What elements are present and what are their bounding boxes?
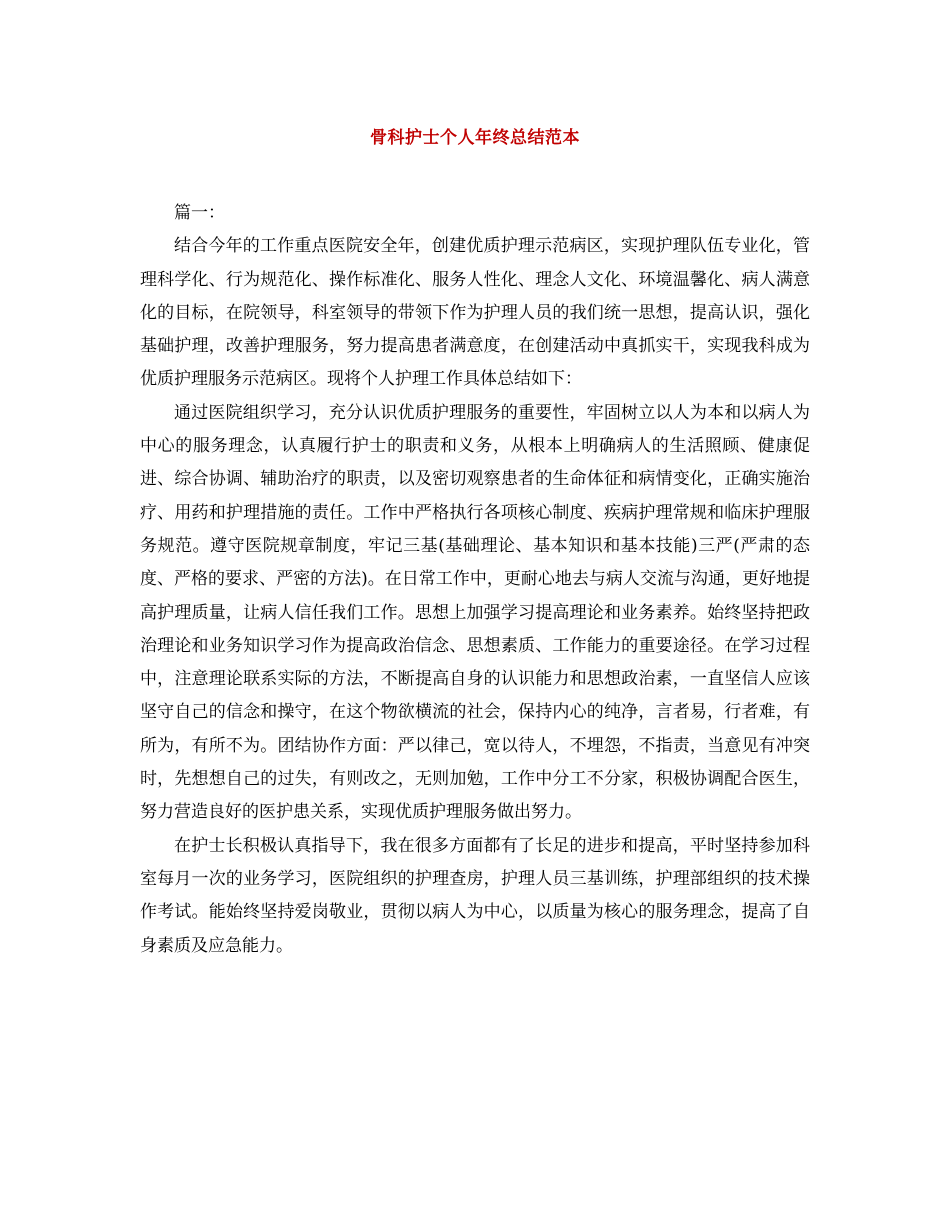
document-body [140,197,810,963]
paragraph-main: 通过医院组织学习，充分认识优质护理服务的重要性，牢固树立以人为本和以病人为中心的服务理念，认真履行护士的职责和义务，从根本上明确病人的生活照顾、健康促进、综合协调、辅助治疗的职责，以及密切观察患者的生命体征和病情变化，正确实施治疗、用药和护理措施的责任。工作中严格执行各项核心制度、疾病护理常规和临床护理服务规范。遵守医院规章制度，牢记三基(基础理论、基本知识和基本技能)三严(严肃的态度、严格的要求、严密的方法)。在日常工作中，更耐心地去与病人交流与沟通，更好地提高护理质量，让病人信任我们工作。思想上加强学习提高理论和业务素养。始终坚持把政治理论和业务知识学习作为提高政治信念、思想素质、工作能力的重要途径。在学习过程中，注意理论联系实际的方法，不断提高自身的认识能力和思想政治素，一直坚信人应该坚守自己的信念和操守，在这个物欲横流的社会，保持内心的纯净，言者易，行者难，有所为，有所不为。团结协作方面：严以律己，宽以待人，不埋怨，不指责，当意见有冲突时，先想想自己的过失，有则改之，无则加勉，工作中分工不分家，积极协调配合医生，努力营造良好的医护患关系，实现优质护理服务做出努力。 [140,402,810,823]
document-title: 骨科护士个人年终总结范本 [370,128,580,148]
paragraph-intro: 结合今年的工作重点医院安全年，创建优质护理示范病区，实现护理队伍专业化，管理科学化、行为规范化、操作标准化、服务人性化、理念人文化、环境温馨化、病人满意化的目标，在院领导，科室领导的带领下作为护理人员的我们统一思想，提高认识，强化基础护理，改善护理服务，努力提高患者满意度，在创建活动中真抓实干，实现我科成为优质护理服务示范病区。现将个人护理工作具体总结如下： [140,236,810,390]
paragraph-closing: 在护士长积极认真指导下，我在很多方面都有了长足的进步和提高，平时坚持参加科室每月一次的业务学习，医院组织的护理查房，护理人员三基训练，护理部组织的技术操作考试。能始终坚持爱岗敬业，贯彻以病人为中心，以质量为核心的服务理念，提高了自身素质及应急能力。 [140,835,810,956]
section-heading: 篇一： [174,203,225,223]
